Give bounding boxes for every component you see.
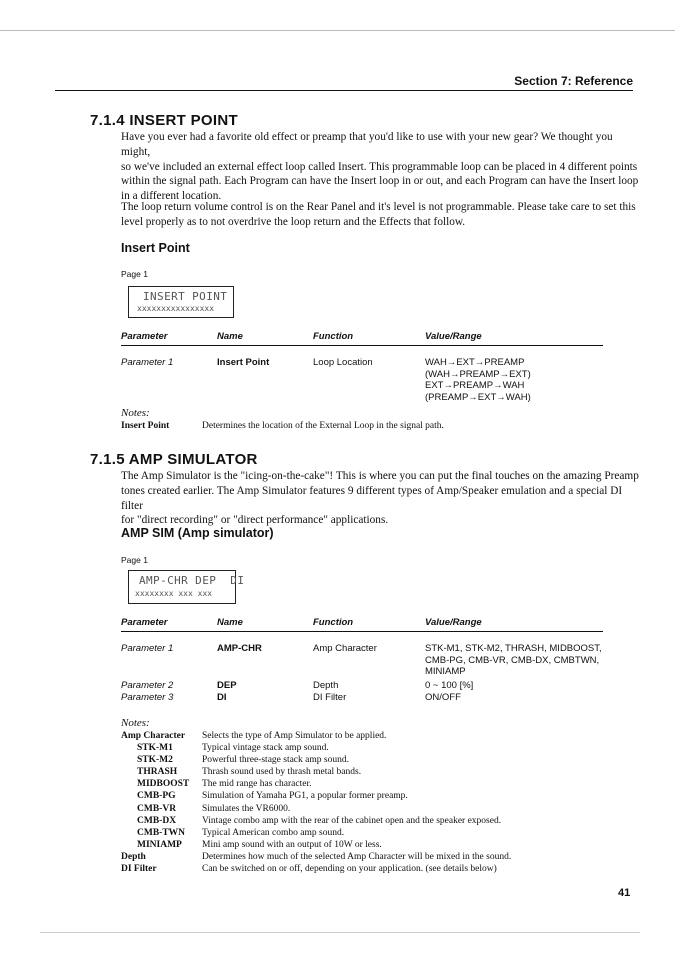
note-term: MIDBOOST	[137, 779, 190, 790]
amp-row2-function: Depth	[313, 680, 339, 691]
amp-page-label: Page 1	[121, 555, 148, 565]
insert-row-parameter: Parameter 1	[121, 357, 174, 368]
amp-row1-function: Amp Character	[313, 643, 377, 654]
insert-note-desc: Determines the location of the External Loop in the signal path.	[202, 421, 444, 431]
note-row	[121, 790, 641, 802]
amp-value-line: MINIAMP	[425, 666, 466, 677]
insert-lcd-line2: xxxxxxxxxxxxxxxx	[137, 304, 215, 313]
amp-lcd-line2: xxxxxxxx xxx xxx	[135, 589, 213, 598]
insert-col-parameter: Parameter	[121, 331, 168, 342]
amp-intro-paragraph	[121, 469, 641, 528]
note-row	[121, 827, 641, 839]
section-header: Section 7: Reference	[514, 74, 633, 88]
note-desc: The mid range has character.	[202, 779, 312, 790]
amp-col-function: Function	[313, 617, 354, 628]
insert-point-heading: 7.1.4 INSERT POINT	[90, 112, 238, 129]
note-desc: Selects the type of Amp Simulator to be applied.	[202, 731, 387, 741]
note-desc: Thrash sound used by thrash metal bands.	[202, 767, 362, 778]
note-term: STK-M1	[137, 743, 173, 754]
note-term: CMB-DX	[137, 815, 177, 826]
amp-intro-line: The Amp Simulator is the "icing-on-the-cake"! This is where you can put the final touches on the amazing Preamp	[121, 470, 639, 482]
bottom-scan-line	[40, 932, 640, 933]
note-row	[121, 803, 641, 815]
insert-row-name: Insert Point	[217, 357, 270, 368]
insert-row-values	[425, 357, 531, 403]
insert-intro-line: Have you ever had a favorite old effect or preamp that you'd like to use with your new gear? We thought you might,	[121, 131, 613, 158]
note-row	[121, 815, 641, 827]
insert-note-term: Insert Point	[121, 421, 170, 431]
amp-simulator-heading: 7.1.5 AMP SIMULATOR	[90, 451, 258, 468]
note-row	[121, 766, 641, 778]
amp-col-parameter: Parameter	[121, 617, 168, 628]
insert-notes-title: Notes:	[121, 407, 150, 419]
header-rule	[55, 90, 633, 91]
amp-row3-function: DI Filter	[313, 692, 347, 703]
amp-row2-parameter: Parameter 2	[121, 680, 174, 691]
note-term: Amp Character	[121, 731, 186, 741]
note-term: Depth	[121, 851, 146, 862]
insert-col-value: Value/Range	[425, 331, 482, 342]
note-desc: Can be switched on or off, depending on your application. (see details below)	[202, 864, 497, 875]
insert-col-function: Function	[313, 331, 354, 342]
note-desc: Mini amp sound with an output of 10W or less.	[202, 839, 382, 850]
note-term: DI Filter	[121, 864, 157, 875]
insert-loop-line: The loop return volume control is on the Rear Panel and it's level is not programmable. Please take care to set this	[121, 201, 636, 213]
note-row	[121, 754, 641, 766]
note-desc: Simulates the VR6000.	[202, 803, 291, 814]
insert-intro-line: within the signal path. Each Program can have the Insert loop in or out, and each Program can have the Insert loop	[121, 175, 639, 188]
note-row	[121, 851, 641, 863]
note-term: CMB-PG	[137, 791, 176, 802]
insert-intro-line: so we've included an external effect loop called Insert. This programmable loop can be placed in 4 different points	[121, 160, 638, 173]
amp-lcd-line1: AMP-CHR DEP DI	[139, 574, 245, 587]
amp-row1-name: AMP-CHR	[217, 643, 262, 654]
amp-col-name: Name	[217, 617, 243, 628]
note-desc: Simulation of Yamaha PG1, a popular former preamp.	[202, 791, 408, 802]
amp-intro-line: tones created earlier. The Amp Simulator features 9 different types of Amp/Speaker emulation and a special DI filter	[121, 484, 623, 512]
insert-value-option: (WAH→PREAMP→EXT)	[425, 368, 531, 380]
amp-notes-list	[121, 730, 641, 875]
amp-row1-parameter: Parameter 1	[121, 643, 174, 654]
note-desc: Vintage combo amp with the rear of the cabinet open and the speaker exposed.	[202, 815, 502, 826]
note-desc: Typical vintage stack amp sound.	[202, 743, 329, 754]
insert-lcd-display	[128, 286, 234, 318]
note-desc: Typical American combo amp sound.	[202, 827, 345, 838]
insert-value-option: EXT→PREAMP→WAH	[425, 380, 525, 391]
insert-lcd-line1: INSERT POINT	[143, 290, 228, 303]
amp-row1-values	[425, 643, 602, 678]
note-term: THRASH	[137, 767, 178, 778]
amp-notes-title: Notes:	[121, 717, 150, 729]
insert-col-name: Name	[217, 331, 243, 342]
amp-table-rule	[121, 631, 603, 632]
insert-row-function: Loop Location	[313, 357, 373, 368]
note-desc: Determines how much of the selected Amp Character will be mixed in the sound.	[202, 851, 512, 862]
note-term: CMB-TWN	[137, 827, 186, 838]
amp-row3-parameter: Parameter 3	[121, 692, 174, 703]
amp-value-line: STK-M1, STK-M2, THRASH, MIDBOOST,	[425, 643, 602, 654]
note-desc: Powerful three-stage stack amp sound.	[202, 755, 349, 766]
note-row	[121, 839, 641, 851]
top-scan-line	[0, 30, 675, 31]
amp-lcd-display	[128, 570, 245, 604]
note-term: CMB-VR	[137, 803, 177, 814]
insert-value-option: WAH→EXT→PREAMP	[425, 357, 525, 368]
note-row	[121, 742, 641, 754]
insert-table-rule	[121, 345, 603, 346]
amp-row2-name: DEP	[217, 680, 237, 691]
note-row	[121, 778, 641, 790]
amp-row3-value: ON/OFF	[425, 692, 461, 703]
insert-value-option: (PREAMP→EXT→WAH)	[425, 391, 531, 403]
insert-loop-paragraph	[121, 200, 641, 230]
amp-col-value: Value/Range	[425, 617, 482, 628]
note-term: MINIAMP	[137, 839, 182, 850]
note-row	[121, 730, 641, 742]
amp-intro-line: for "direct recording" or "direct performance" applications.	[121, 514, 389, 527]
amp-sim-subheading: AMP SIM (Amp simulator)	[121, 526, 274, 540]
page-number: 41	[618, 887, 631, 899]
insert-page-label: Page 1	[121, 269, 148, 279]
note-row	[121, 863, 641, 875]
note-term: STK-M2	[137, 755, 173, 766]
insert-point-subheading: Insert Point	[121, 241, 190, 255]
amp-row3-name: DI	[217, 692, 227, 703]
amp-value-line: CMB-PG, CMB-VR, CMB-DX, CMBTWN,	[425, 654, 600, 666]
insert-loop-line: level properly as to not overdrive the loop return and the Effects that follow.	[121, 215, 466, 228]
amp-row2-value: 0 ~ 100 [%]	[425, 680, 474, 691]
insert-intro-line: in a different location.	[121, 190, 222, 203]
insert-intro-paragraph	[121, 130, 641, 204]
